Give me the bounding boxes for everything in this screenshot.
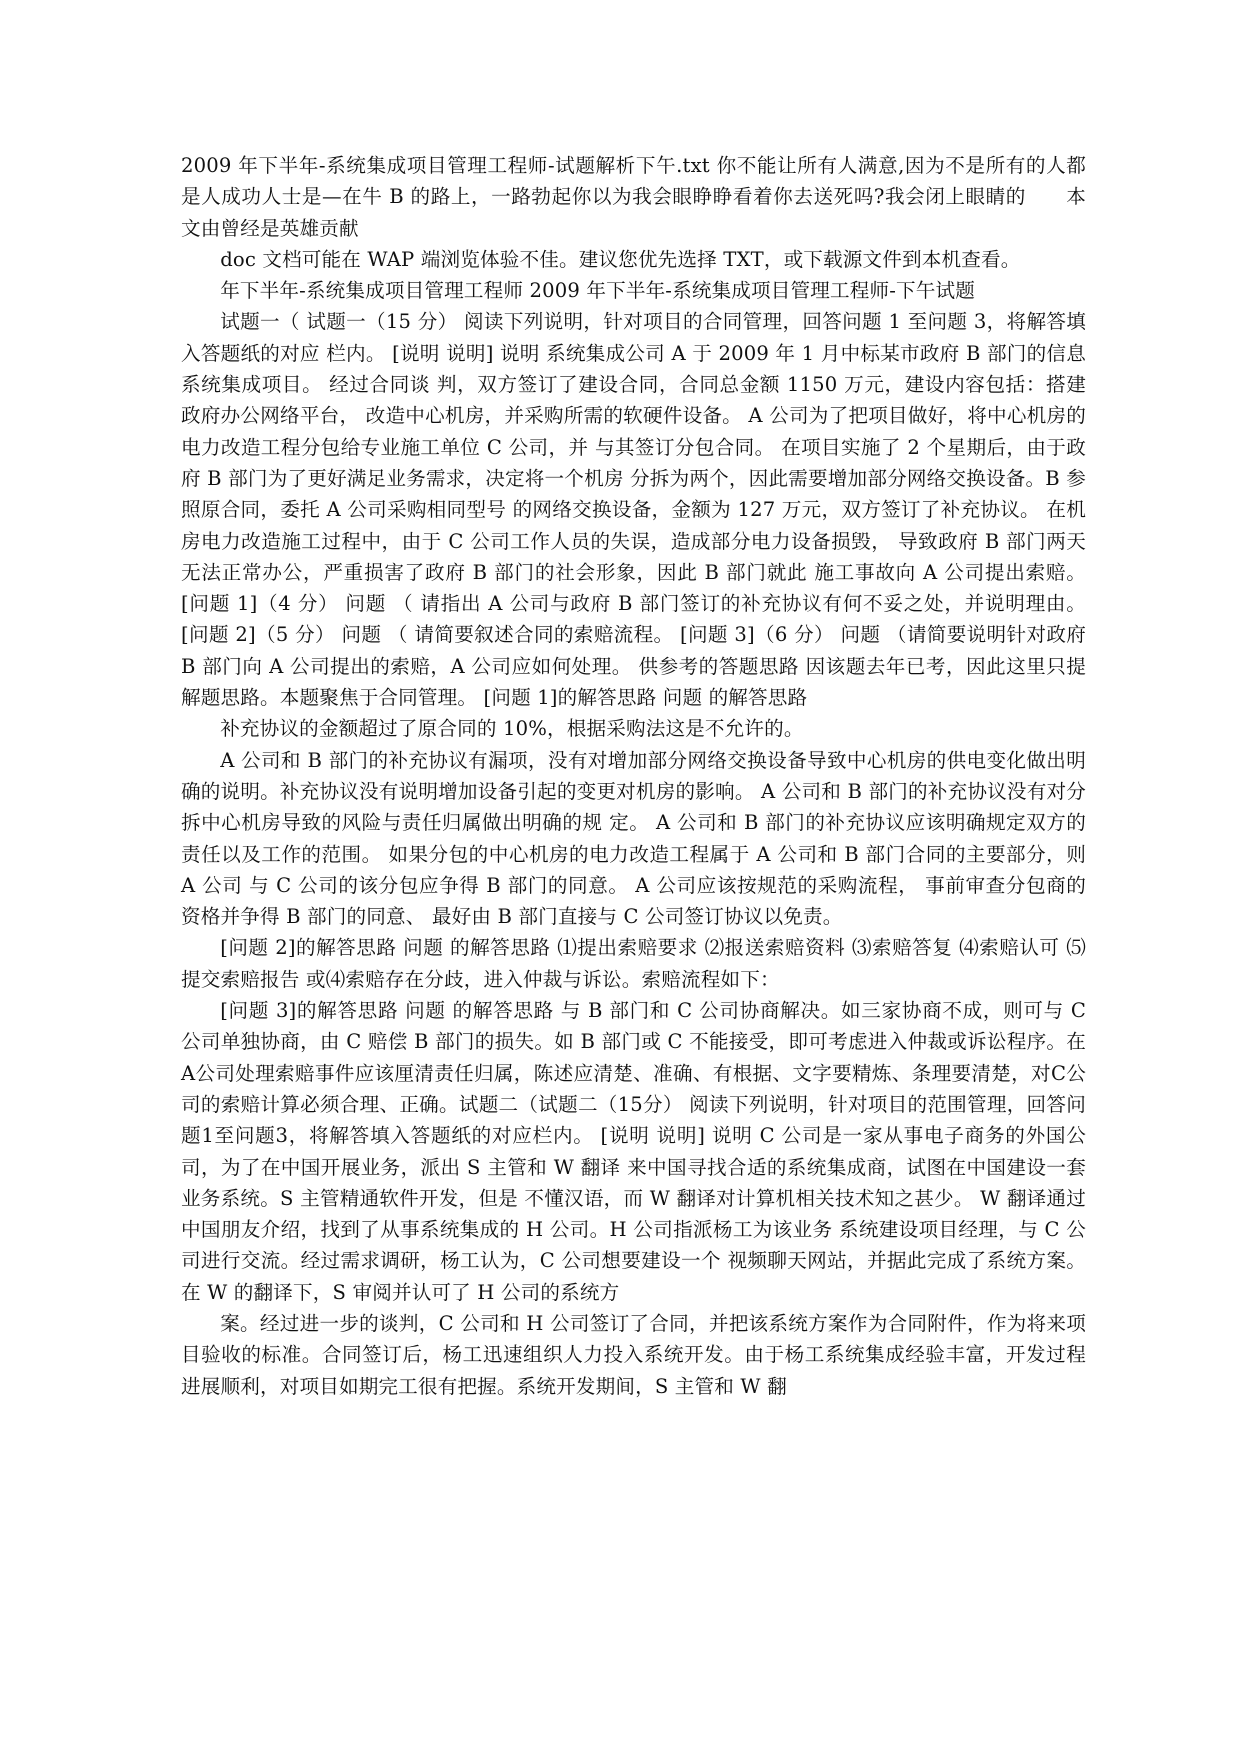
document-paragraph-question-one: 试题一（ 试题一（15 分） 阅读下列说明，针对项目的合同管理，回答问题 1 至问题 3，将解答填入答题纸的对应 栏内。 [说明 说明] 说明 系统集成公司 A 于 2009 年 1 月中标某市政府 B 部门的信息系统集成项目。 经过合同谈 判，双方签订了建设合同，合同总金额 1150 万元，建设内容包括：搭建政府办公网络平台， 改造中心机房，并采购所需的软硬件设备。 A 公司为了把项目做好，将中心机房的电力改造工程分包给专业施工单位 C 公司，并 与其签订分包合同。 在项目实施了 2 个星期后，由于政府 B 部门为了更好满足业务需求，决定将一个机房 分拆为两个，因此需要增加部分网络交换设备。B 参照原合同，委托 A 公司采购相同型号 的网络交换设备，金额为 127 万元，双方签订了补充协议。 在机房电力改造施工过程中，由于 C 公司工作人员的失误，造成部分电力设备损毁， 导致政府 B 部门两天无法正常办公，严重损害了政府 B 部门的社会形象，因此 B 部门就此 施工事故向 A 公司提出索赔。 [问题 1]（4 分） 问题 （ 请指出 A 公司与政府 B 部门签订的补充协议有何不妥之处，并说明理由。 [问题 2]（5 分） 问题 （ 请简要叙述合同的索赔流程。 [问题 3]（6 分） 问题 （请简要说明针对政府 B 部门向 A 公司提出的索赔，A 公司应如何处理。 供参考的答题思路 因该题去年已考，因此这里只提解题思路。本题聚焦于合同管理。 [问题 1]的解答思路 问题 的解答思路	[181, 310, 1093, 710]
document-paragraph-continuation: 案。经过进一步的谈判，C 公司和 H 公司签订了合同，并把该系统方案作为合同附件，作为将来项目验收的标准。合同签订后，杨工迅速组织人力投入系统开发。由于杨工系统集成经验丰富，开发过程 进展顺利，对项目如期完工很有把握。系统开发期间，S 主管和 W 翻	[181, 1311, 1093, 1398]
document-paragraph-intro: 2009 年下半年-系统集成项目管理工程师-试题解析下午.txt 你不能让所有人满意,因为不是所有的人都是人成功人士是—在牛 B 的路上，一路勃起你以为我会眼睁睁看着你去送死吗?我会闭上眼睛的 本文由曾经是英雄贡献	[181, 154, 1086, 240]
document-paragraph-answer-one-a: 补充协议的金额超过了原合同的 10%，根据采购法这是不允许的。	[220, 717, 804, 741]
document-page	[181, 150, 1093, 1402]
document-paragraph-answer-one-b: A 公司和 B 部门的补充协议有漏项，没有对增加部分网络交换设备导致中心机房的供电变化做出明确的说明。补充协议没有说明增加设备引起的变更对机房的影响。 A 公司和 B 部门的补充协议没有对分拆中心机房导致的风险与责任归属做出明确的规 定。 A 公司和 B 部门的补充协议应该明确规定双方的责任以及工作的范围。 如果分包的中心机房的电力改造工程属于 A 公司和 B 部门合同的主要部分，则 A 公司 与 C 公司的该分包应争得 B 部门的同意。 A 公司应该按规范的采购流程， 事前审查分包商的资格并争得 B 部门的同意、 最好由 B 部门直接与 C 公司签订协议以免责。	[181, 748, 1093, 929]
document-paragraph-answer-three: [问题 3]的解答思路 问题 的解答思路 与 B 部门和 C 公司协商解决。如三家协商不成，则可与 C 公司单独协商，由 C 赔偿 B 部门的损失。如 B 部门或 C 不能接受，即可考虑进入仲裁或诉讼程序。在A公司处理索赔事件应该厘清责任归属，陈述应清楚、准确、有根据、文字要精炼、条理要清楚，对C公司的索赔计算必须合理、正确。试题二（试题二（15分） 阅读下列说明，针对项目的范围管理，回答问题1至问题3，将解答填入答题纸的对应栏内。 [说明 说明] 说明 C 公司是一家从事电子商务的外国公司，为了在中国开展业务，派出 S 主管和 W 翻译 来中国寻找合适的系统集成商，试图在中国建设一套业务系统。S 主管精通软件开发，但是 不懂汉语，而 W 翻译对计算机相关技术知之甚少。 W 翻译通过中国朋友介绍，找到了从事系统集成的 H 公司。H 公司指派杨工为该业务 系统建设项目经理，与 C 公司进行交流。经过需求调研，杨工认为，C 公司想要建设一个 视频聊天网站，并据此完成了系统方案。在 W 的翻译下，S 审阅并认可了 H 公司的系统方	[181, 999, 1093, 1304]
document-paragraph-answer-two: [问题 2]的解答思路 问题 的解答思路 ⑴提出索赔要求 ⑵报送索赔资料 ⑶索赔答复 ⑷索赔认可 ⑸提交索赔报告 或⑷索赔存在分歧，进入仲裁与诉讼。索赔流程如下：	[181, 936, 1086, 991]
document-paragraph-title: 年下半年-系统集成项目管理工程师 2009 年下半年-系统集成项目管理工程师-下午试题	[220, 279, 976, 303]
document-paragraph-notice: doc 文档可能在 WAP 端浏览体验不佳。建议您优先选择 TXT，或下载源文件到本机查看。	[220, 247, 1021, 271]
